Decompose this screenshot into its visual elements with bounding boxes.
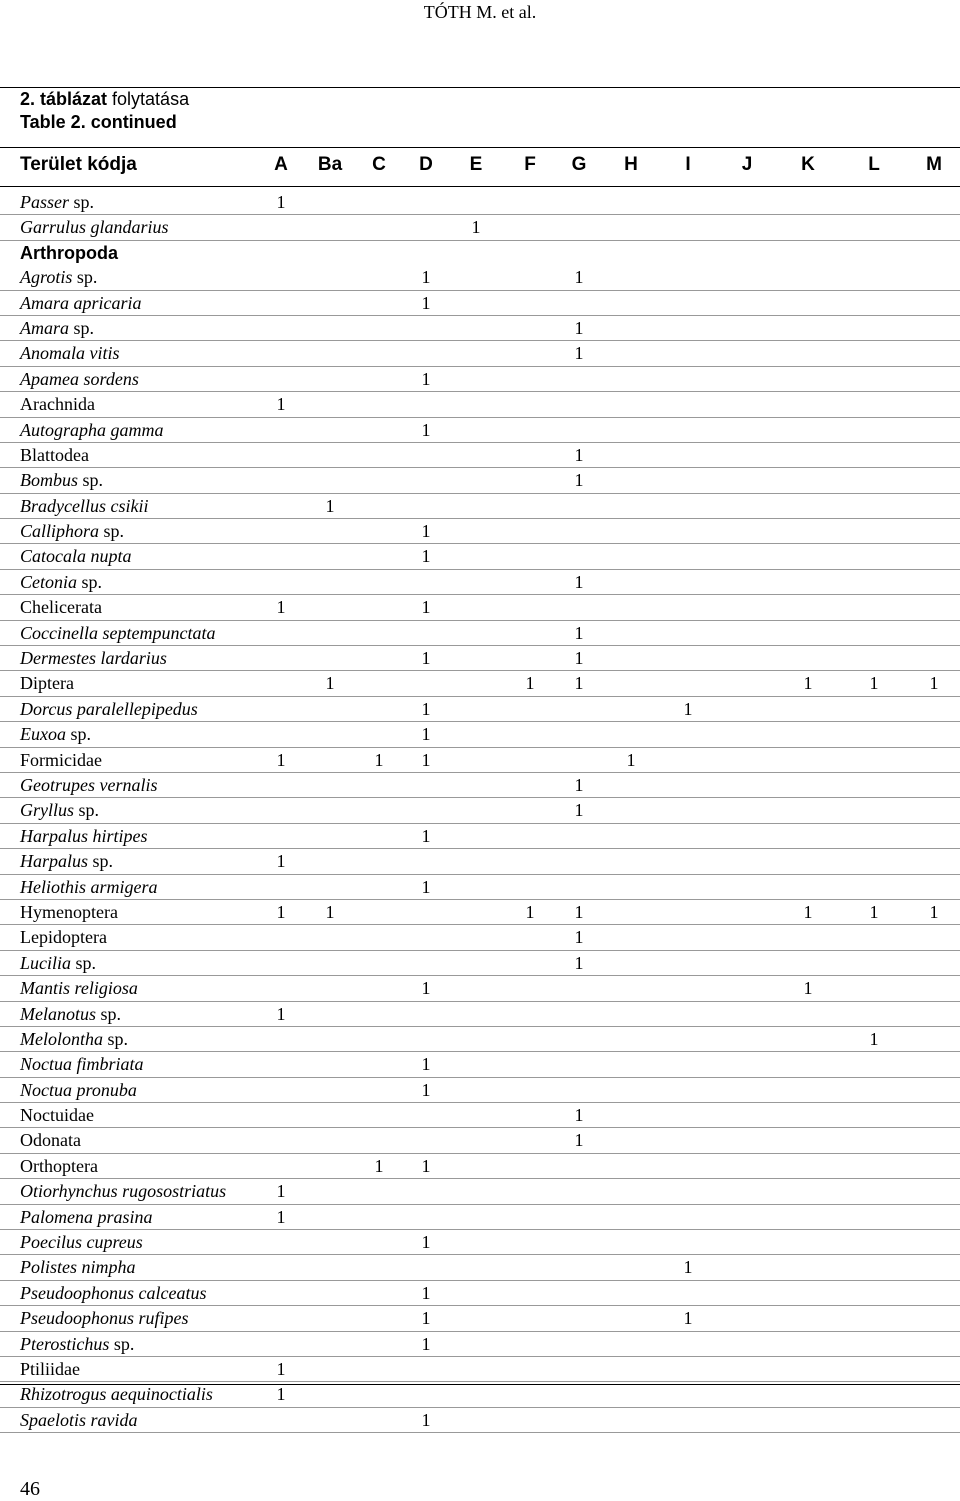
cell-d: 1 bbox=[421, 546, 431, 567]
taxon-name: Coccinella septempunctata bbox=[20, 622, 216, 643]
cell-a: 1 bbox=[276, 1003, 286, 1024]
table-row bbox=[0, 671, 960, 696]
taxon-name: Dermestes lardarius bbox=[20, 648, 167, 669]
table-row bbox=[0, 1128, 960, 1153]
table-row bbox=[0, 1002, 960, 1027]
cell-a: 1 bbox=[276, 1358, 286, 1379]
taxon-name: Garrulus glandarius bbox=[20, 217, 169, 238]
table-row bbox=[0, 798, 960, 823]
cell-d: 1 bbox=[421, 521, 431, 542]
table-row bbox=[0, 697, 960, 722]
taxon-name: Agrotis sp. bbox=[20, 267, 98, 288]
cell-l: 1 bbox=[869, 1028, 879, 1049]
column-header-e: E bbox=[469, 154, 483, 175]
table-row bbox=[0, 468, 960, 493]
cell-d: 1 bbox=[421, 267, 431, 288]
cell-g: 1 bbox=[574, 800, 584, 821]
table-row bbox=[0, 443, 960, 468]
cell-k: 1 bbox=[803, 978, 813, 999]
cell-a: 1 bbox=[276, 1384, 286, 1405]
cell-d: 1 bbox=[421, 1409, 431, 1430]
cell-f: 1 bbox=[525, 673, 535, 694]
table-row bbox=[0, 316, 960, 341]
table-row bbox=[0, 494, 960, 519]
table-row bbox=[0, 570, 960, 595]
table-row bbox=[0, 748, 960, 773]
column-header-d: D bbox=[419, 154, 433, 175]
cell-d: 1 bbox=[421, 368, 431, 389]
table-row bbox=[0, 544, 960, 569]
cell-a: 1 bbox=[276, 394, 286, 415]
table-row bbox=[0, 849, 960, 874]
cell-d: 1 bbox=[421, 1054, 431, 1075]
taxon-name: Cetonia sp. bbox=[20, 571, 103, 592]
cell-g: 1 bbox=[574, 1130, 584, 1151]
taxon-name: Blattodea bbox=[20, 444, 89, 465]
cell-g: 1 bbox=[574, 622, 584, 643]
cell-d: 1 bbox=[421, 419, 431, 440]
table-body bbox=[0, 190, 960, 1433]
cell-g: 1 bbox=[574, 267, 584, 288]
taxon-name: Noctua pronuba bbox=[20, 1079, 137, 1100]
cell-g: 1 bbox=[574, 343, 584, 364]
running-header bbox=[0, 2, 960, 23]
taxon-name: Gryllus sp. bbox=[20, 800, 100, 821]
cell-g: 1 bbox=[574, 317, 584, 338]
taxon-name: Heliothis armigera bbox=[20, 876, 158, 897]
taxon-name: Pterostichus sp. bbox=[20, 1333, 135, 1354]
table-row bbox=[0, 875, 960, 900]
taxon-name: Pseudoophonus rufipes bbox=[20, 1308, 189, 1329]
table-row bbox=[0, 621, 960, 646]
taxon-name: Anomala vitis bbox=[20, 343, 120, 364]
taxon-name: Dorcus paralellepipedus bbox=[20, 698, 198, 719]
cell-g: 1 bbox=[574, 774, 584, 795]
cell-d: 1 bbox=[421, 1333, 431, 1354]
table-row bbox=[0, 190, 960, 215]
taxon-name: Geotrupes vernalis bbox=[20, 774, 158, 795]
table-row bbox=[0, 824, 960, 849]
table-row bbox=[0, 1052, 960, 1077]
table-row bbox=[0, 1230, 960, 1255]
table-row bbox=[0, 951, 960, 976]
cell-a: 1 bbox=[276, 1181, 286, 1202]
cell-ba: 1 bbox=[325, 495, 335, 516]
column-header-l: L bbox=[868, 154, 880, 175]
cell-l: 1 bbox=[869, 901, 879, 922]
cell-g: 1 bbox=[574, 648, 584, 669]
caption-english bbox=[0, 111, 960, 134]
cell-a: 1 bbox=[276, 901, 286, 922]
table-row bbox=[0, 1281, 960, 1306]
table-row bbox=[0, 367, 960, 392]
table-row bbox=[0, 1357, 960, 1382]
taxon-name: Noctuidae bbox=[20, 1105, 94, 1126]
table-row bbox=[0, 1179, 960, 1204]
cell-d: 1 bbox=[421, 876, 431, 897]
cell-g: 1 bbox=[574, 470, 584, 491]
cell-h: 1 bbox=[626, 749, 636, 770]
table-row bbox=[0, 976, 960, 1001]
cell-ba: 1 bbox=[325, 673, 335, 694]
cell-a: 1 bbox=[276, 749, 286, 770]
caption-hungarian bbox=[0, 88, 960, 111]
taxon-name: Amara apricaria bbox=[20, 292, 142, 313]
cell-g: 1 bbox=[574, 571, 584, 592]
taxon-name: Bombus sp. bbox=[20, 470, 104, 491]
cell-d: 1 bbox=[421, 825, 431, 846]
cell-d: 1 bbox=[421, 978, 431, 999]
caption-en: Table 2. continued bbox=[20, 112, 177, 132]
column-header-g: G bbox=[571, 154, 587, 175]
taxon-name: Apamea sordens bbox=[20, 368, 139, 389]
taxon-name: Palomena prasina bbox=[20, 1206, 153, 1227]
taxon-name: Formicidae bbox=[20, 749, 102, 770]
cell-d: 1 bbox=[421, 1079, 431, 1100]
cell-g: 1 bbox=[574, 952, 584, 973]
cell-g: 1 bbox=[574, 901, 584, 922]
cell-d: 1 bbox=[421, 292, 431, 313]
taxon-name: Euxoa sp. bbox=[20, 724, 91, 745]
cell-g: 1 bbox=[574, 1105, 584, 1126]
taxon-name: Arthropoda bbox=[20, 242, 118, 263]
cell-a: 1 bbox=[276, 1206, 286, 1227]
table-row bbox=[0, 773, 960, 798]
table-row bbox=[0, 1078, 960, 1103]
caption-hu-bold: 2. táblázat bbox=[20, 89, 108, 109]
column-header-m: M bbox=[926, 154, 942, 175]
cell-a: 1 bbox=[276, 851, 286, 872]
taxon-name: Spaelotis ravida bbox=[20, 1409, 138, 1430]
taxon-name: Polistes nimpha bbox=[20, 1257, 136, 1278]
taxon-name: Odonata bbox=[20, 1130, 81, 1151]
cell-c: 1 bbox=[374, 749, 384, 770]
taxon-name: Pseudoophonus calceatus bbox=[20, 1282, 207, 1303]
column-header-c: C bbox=[372, 154, 386, 175]
running-header-authors: TÓTH M. et al. bbox=[423, 2, 537, 22]
cell-e: 1 bbox=[471, 217, 481, 238]
cell-d: 1 bbox=[421, 1308, 431, 1329]
cell-f: 1 bbox=[525, 901, 535, 922]
column-header-a: A bbox=[274, 154, 288, 175]
cell-d: 1 bbox=[421, 597, 431, 618]
taxon-name: Lepidoptera bbox=[20, 927, 107, 948]
table-row bbox=[0, 519, 960, 544]
cell-ba: 1 bbox=[325, 901, 335, 922]
table-bottom-rule bbox=[0, 1384, 960, 1385]
taxon-name: Rhizotrogus aequinoctialis bbox=[20, 1384, 213, 1405]
table-row bbox=[0, 1332, 960, 1357]
taxon-name: Diptera bbox=[20, 673, 74, 694]
table-row bbox=[0, 1027, 960, 1052]
cell-c: 1 bbox=[374, 1155, 384, 1176]
taxon-name: Harpalus hirtipes bbox=[20, 825, 148, 846]
cell-m: 1 bbox=[929, 673, 939, 694]
taxon-name: Autographa gamma bbox=[20, 419, 164, 440]
table-row bbox=[0, 392, 960, 417]
taxon-name: Catocala nupta bbox=[20, 546, 132, 567]
cell-d: 1 bbox=[421, 1282, 431, 1303]
column-header-i: I bbox=[685, 154, 691, 175]
taxon-name: Melanotus sp. bbox=[20, 1003, 122, 1024]
cell-d: 1 bbox=[421, 724, 431, 745]
column-header-j: J bbox=[741, 154, 753, 175]
table-row bbox=[0, 418, 960, 443]
cell-g: 1 bbox=[574, 673, 584, 694]
taxon-name: Melolontha sp. bbox=[20, 1028, 129, 1049]
cell-d: 1 bbox=[421, 1232, 431, 1253]
table-header-row bbox=[0, 147, 960, 187]
column-header-f: F bbox=[524, 154, 536, 175]
column-header-ba: Ba bbox=[317, 154, 343, 175]
row-label-header: Terület kódja bbox=[20, 154, 137, 175]
taxon-name: Chelicerata bbox=[20, 597, 102, 618]
table-row bbox=[0, 1408, 960, 1433]
table-row bbox=[0, 215, 960, 240]
table-row bbox=[0, 1154, 960, 1179]
taxon-name: Amara sp. bbox=[20, 317, 95, 338]
table-row bbox=[0, 900, 960, 925]
taxon-name: Bradycellus csikii bbox=[20, 495, 149, 516]
taxon-name: Ptiliidae bbox=[20, 1358, 80, 1379]
table-row bbox=[0, 241, 960, 265]
table-row bbox=[0, 925, 960, 950]
cell-i: 1 bbox=[683, 698, 693, 719]
cell-k: 1 bbox=[803, 901, 813, 922]
taxon-name: Harpalus sp. bbox=[20, 851, 114, 872]
table-row bbox=[0, 1382, 960, 1407]
caption-hu-rest: folytatása bbox=[107, 89, 190, 109]
cell-k: 1 bbox=[803, 673, 813, 694]
table-row bbox=[0, 646, 960, 671]
cell-a: 1 bbox=[276, 597, 286, 618]
cell-g: 1 bbox=[574, 444, 584, 465]
table-row bbox=[0, 722, 960, 747]
taxon-name: Calliphora sp. bbox=[20, 521, 125, 542]
cell-i: 1 bbox=[683, 1308, 693, 1329]
table-row bbox=[0, 265, 960, 290]
page-number: 46 bbox=[20, 1478, 40, 1500]
cell-d: 1 bbox=[421, 1155, 431, 1176]
table-row bbox=[0, 1205, 960, 1230]
cell-i: 1 bbox=[683, 1257, 693, 1278]
taxon-name: Mantis religiosa bbox=[20, 978, 138, 999]
taxon-name: Passer sp. bbox=[20, 192, 95, 212]
taxon-name: Otiorhynchus rugosostriatus bbox=[20, 1181, 227, 1202]
taxon-name: Orthoptera bbox=[20, 1155, 98, 1176]
table-row bbox=[0, 291, 960, 316]
column-header-k: K bbox=[801, 154, 815, 175]
taxon-name: Noctua fimbriata bbox=[20, 1054, 144, 1075]
table-row bbox=[0, 1306, 960, 1331]
cell-l: 1 bbox=[869, 673, 879, 694]
table-caption bbox=[0, 87, 960, 134]
taxon-name: Lucilia sp. bbox=[20, 952, 97, 973]
table-row bbox=[0, 1255, 960, 1280]
table-row bbox=[0, 595, 960, 620]
cell-a: 1 bbox=[276, 192, 286, 212]
taxon-name: Poecilus cupreus bbox=[20, 1232, 143, 1253]
cell-d: 1 bbox=[421, 648, 431, 669]
column-header-h: H bbox=[624, 154, 638, 175]
cell-d: 1 bbox=[421, 698, 431, 719]
cell-m: 1 bbox=[929, 901, 939, 922]
taxon-name: Arachnida bbox=[20, 394, 95, 415]
cell-g: 1 bbox=[574, 927, 584, 948]
table-row bbox=[0, 341, 960, 366]
table-row bbox=[0, 1103, 960, 1128]
cell-d: 1 bbox=[421, 749, 431, 770]
taxon-name: Hymenoptera bbox=[20, 901, 118, 922]
